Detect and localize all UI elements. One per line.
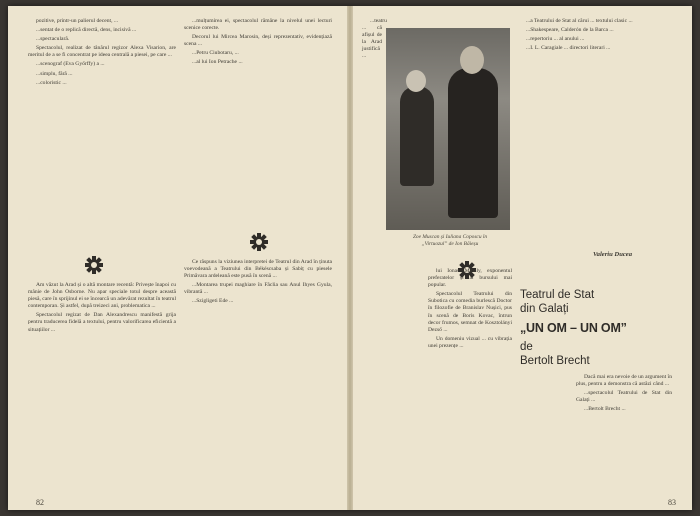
paragraph: ...al lui Ion Petrache ... <box>192 59 243 66</box>
paragraph: Un domeniu vizual ... cu vibrația unei prezențe ... <box>428 335 512 349</box>
title-line2: din Galați <box>520 303 569 315</box>
right-col1-bottom <box>428 268 512 483</box>
play-author: Bertolt Brecht <box>520 355 590 367</box>
article-title <box>520 288 670 368</box>
paragraph: ...teatru ... că afișul de la Arad justifică ... <box>362 18 387 60</box>
left-col2-top <box>184 18 332 261</box>
paragraph: Spectacolul Teatrului din Subotica cu comedia burlescă Doctor în filozofie de Branislav Nușici, pus în scenă de Boris Kovac, întrun decor frumos, semnat de Kosztolányi Dezső ... <box>428 291 512 333</box>
theatre-photo <box>386 28 510 230</box>
paragraph: Ce răspuns la viziunea interpretei de Teatrul din Arad în ținuta voevodeană a Teatrului din Békéscsaba și Sabiț cu piesele Primăvara ardeleană este pusă în scenă ... <box>184 259 332 280</box>
paragraph: ...Szigligeti Ede ... <box>192 298 234 305</box>
title-by: de <box>520 341 533 353</box>
author-signature: Valeriu Ducea <box>593 251 633 258</box>
paragraph: Decorul lui Mircea Marosin, deși reprezentativ, evidențiază scena ... <box>184 34 332 48</box>
right-col1-top <box>362 18 387 60</box>
paragraph: ...Petru Ciubotaru, ... <box>192 50 239 57</box>
right-col2-top <box>518 18 668 244</box>
paragraph: ...Bertolt Brecht ... <box>584 406 626 413</box>
right-col2-bottom <box>576 374 672 484</box>
photo-caption: Zoe Muscan și Iuliana Coposcu în „Virtuozul” de Ion Băieșu <box>412 234 488 247</box>
page-number-left: 82 <box>36 498 44 507</box>
paragraph: Dacă mai era nevoie de un argument în plus, pentru a demonstra că astăzi când ... <box>576 374 672 388</box>
paragraph: ...I. L. Caragiale ... directori literari ... <box>526 45 611 52</box>
paragraph: ...repertoriu ... al anului ... <box>526 36 585 43</box>
play-title: „UN OM – UN OM” <box>520 321 627 335</box>
paragraph: ...coloristic ... <box>36 79 67 86</box>
paragraph: ...spectaculară. <box>36 36 70 43</box>
paragraph: ...Montarea trupei maghiare în Fâclia sau Anul Ihyes Gyula, vibrantă ... <box>184 282 332 296</box>
left-col1-top <box>28 18 176 261</box>
paragraph: lui Ionas Mihaly, exponentul preferatelor și al bursului mai popular. <box>428 268 512 289</box>
paragraph: Spectacolul regizat de Dan Alexandrescu manifestă grija pentru traducerea fidelă a textului, pentru valorificarea eficientă a situațiilor ... <box>28 312 176 333</box>
left-col2-bottom <box>184 259 332 489</box>
gutter <box>347 6 353 510</box>
paragraph: pozitive, printr-un palierul decent, ... <box>36 18 119 24</box>
ornament-icon <box>83 254 105 276</box>
left-col1-bottom <box>28 282 176 488</box>
paragraph: Spectacolul, realizat de tânărul regizor Alexa Visarion, are meritul de a se fi concentrat pe ideea centrală a piesei, pe care ... <box>28 45 176 59</box>
paragraph: ...scenograf (Eva Győrffy) a ... <box>36 61 105 68</box>
paragraph: ...sentat de o replică directă, dens, incisivă ... <box>36 27 137 34</box>
paragraph: ...a Teatrului de Stat al cărui ... textului clasic ... <box>526 18 633 24</box>
paragraph: ...Shakespeare, Calderón de la Barca ... <box>526 27 614 34</box>
ornament-icon <box>248 231 270 253</box>
magazine-spread <box>8 6 692 510</box>
paragraph: ...simplu, fără ... <box>36 70 73 77</box>
paragraph: ...mulțumirea ei, spectacolul rămâne la nivelul unei lecturi scenice corecte. <box>184 18 332 32</box>
title-line1: Teatrul de Stat <box>520 289 595 301</box>
paragraph: Am văzut la Arad și o altă montare recentă: Privește înapoi cu mânie de John Osborne. Nu apar speciale totul despre această piesă, care în sprijinul ei se încearcă un adevărat rezultat în teatrul contemporan. Și astfel, după treizeci ani, problematica ... <box>28 282 176 310</box>
paragraph: ...spectacolul Teatrului de Stat din Galați ... <box>576 390 672 404</box>
page-number-right: 83 <box>668 498 676 507</box>
